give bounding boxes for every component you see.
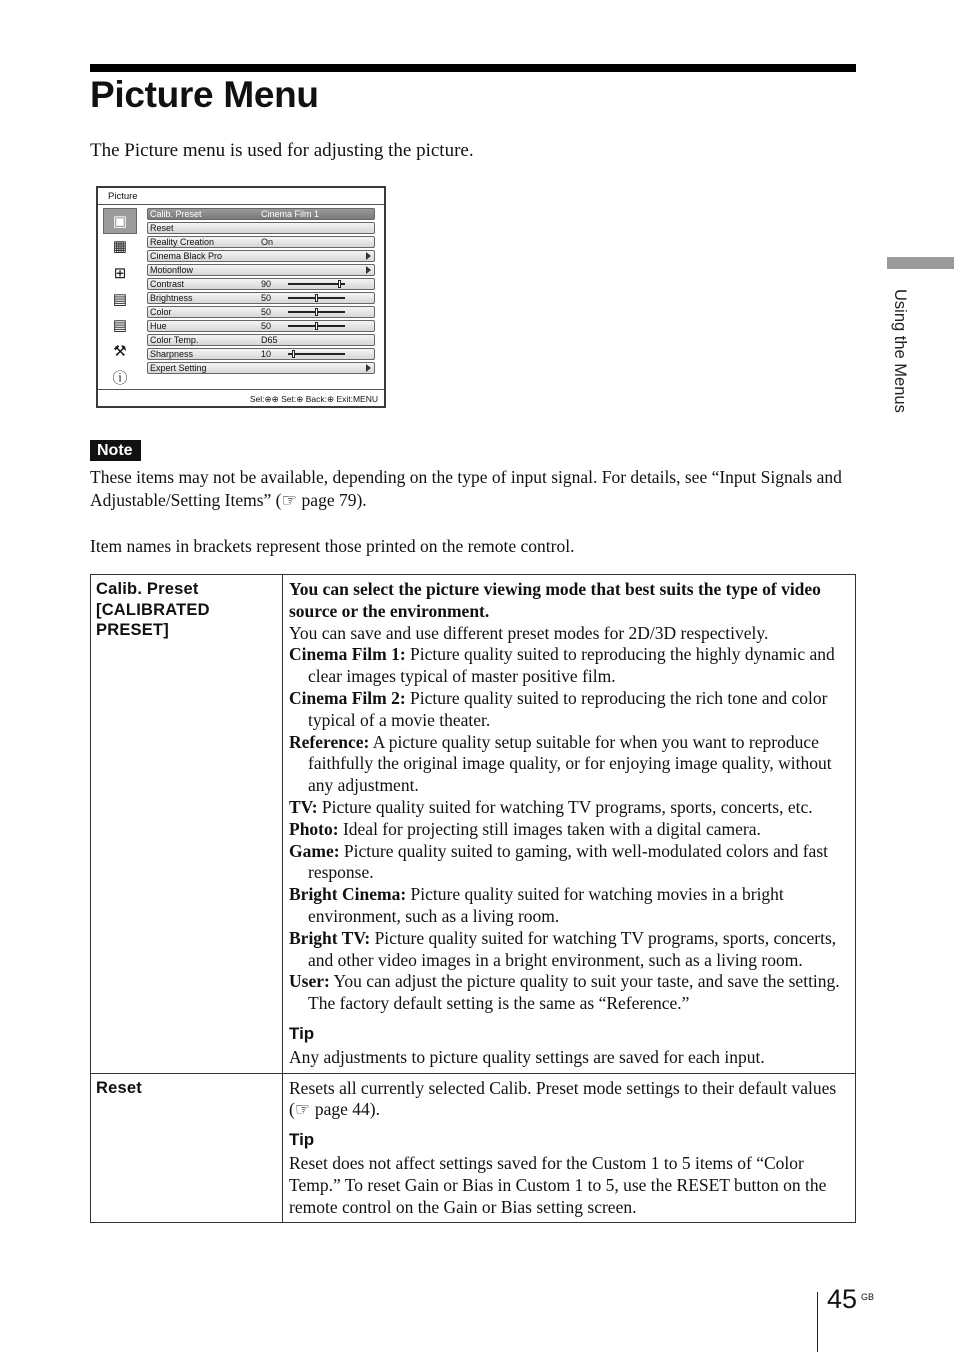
osd-menu-row	[147, 264, 375, 276]
description-sub: You can save and use different preset modes for 2D/3D respectively.	[289, 622, 769, 643]
osd-slider-track	[288, 283, 345, 285]
osd-row-value: 50	[261, 321, 272, 331]
osd-row-value: 50	[261, 307, 272, 317]
osd-divider	[98, 389, 384, 390]
osd-menu-row	[147, 334, 375, 346]
osd-row-value: D65	[261, 335, 278, 345]
mode-text: You can adjust the picture quality to suit your taste, and save the setting. The factory default setting is the same as “Reference.”	[308, 971, 840, 1014]
mode-item	[289, 797, 849, 819]
mode-item	[289, 928, 849, 972]
picture-menu-screenshot	[96, 186, 386, 408]
osd-menu-row	[147, 320, 375, 332]
note-text: These items may not be available, depending on the type of input signal. For details, see “Input Signals and Adjustable/Setting Items” (☞ page 79).	[90, 467, 842, 510]
remote-name: [CALIBRATED PRESET]	[96, 600, 210, 639]
section-tab	[887, 257, 954, 269]
page-title: Picture Menu	[90, 74, 319, 115]
mode-list	[289, 644, 849, 1015]
osd-menu-row	[147, 222, 375, 234]
mode-item	[289, 819, 849, 841]
mode-item	[289, 841, 849, 885]
mode-term: Cinema Film 2:	[289, 687, 406, 708]
osd-title: Picture	[108, 191, 138, 202]
mode-text: Picture quality suited to reproducing the highly dynamic and clear images typical of master positive film.	[308, 644, 835, 687]
settings-table	[90, 574, 856, 1223]
osd-menu-row	[147, 208, 375, 220]
item-name: Reset	[96, 1078, 142, 1097]
chevron-right-icon	[366, 266, 371, 274]
osd-row-value: Cinema Film 1	[261, 209, 320, 219]
osd-row-label: Color	[150, 307, 172, 317]
function-icon: ▤	[112, 317, 128, 335]
mode-item	[289, 971, 849, 1015]
item-name-cell	[91, 1073, 283, 1223]
osd-menu-row	[147, 348, 375, 360]
osd-menu-row	[147, 362, 375, 374]
osd-row-label: Motionflow	[150, 265, 194, 275]
mode-text: Picture quality suited for watching TV programs, sports, concerts, and other video images in a bright environment, such as a living room.	[308, 927, 837, 970]
mode-term: Photo:	[289, 818, 339, 839]
installation-icon: ⚒	[113, 343, 127, 361]
mode-term: Cinema Film 1:	[289, 644, 406, 665]
mode-term: Reference:	[289, 731, 370, 752]
section-label: Using the Menus	[891, 289, 909, 413]
osd-menu-row	[147, 236, 375, 248]
table-row	[91, 1073, 856, 1223]
mode-text: Ideal for projecting still images taken with a digital camera.	[342, 818, 761, 839]
item-description-cell	[283, 575, 856, 1074]
osd-row-value: 10	[261, 349, 272, 359]
osd-menu-row	[147, 278, 375, 290]
osd-slider-knob	[315, 308, 318, 316]
item-name: Calib. Preset	[96, 580, 199, 598]
intro-text: The Picture menu is used for adjusting the picture.	[90, 140, 474, 161]
screen-icon: ⊞	[113, 264, 127, 282]
mode-item	[289, 732, 849, 797]
osd-slider-knob	[338, 280, 341, 288]
tip-heading: Tip	[289, 1023, 315, 1043]
osd-row-value: 90	[261, 279, 272, 289]
osd-slider-knob	[292, 350, 295, 358]
tip-text: Any adjustments to picture quality settings are saved for each input.	[289, 1046, 765, 1067]
page-number: 45	[827, 1284, 858, 1314]
osd-row-label: Hue	[150, 321, 167, 331]
title-rule	[90, 64, 856, 72]
mode-item	[289, 688, 849, 732]
mode-term: TV:	[289, 796, 318, 817]
item-description-cell	[283, 1073, 856, 1223]
osd-row-value: 50	[261, 293, 272, 303]
table-row	[91, 575, 856, 1074]
mode-item	[289, 644, 849, 688]
osd-row-label: Reset	[150, 223, 174, 233]
chevron-right-icon	[366, 252, 371, 260]
note-badge: Note	[90, 440, 141, 461]
osd-row-label: Reality Creation	[150, 237, 215, 247]
mode-term: Bright Cinema:	[289, 884, 407, 905]
osd-slider-knob	[315, 294, 318, 302]
osd-row-label: Cinema Black Pro	[150, 251, 223, 261]
picture-settings-icon: ▦	[112, 238, 128, 256]
picture-icon: ▣	[103, 208, 137, 234]
chevron-right-icon	[366, 364, 371, 372]
osd-row-label: Calib. Preset	[150, 209, 202, 219]
brackets-note: Item names in brackets represent those printed on the remote control.	[90, 536, 575, 556]
osd-menu-row	[147, 250, 375, 262]
mode-term: Bright TV:	[289, 927, 371, 948]
osd-row-label: Expert Setting	[150, 363, 207, 373]
page-number-rule	[817, 1292, 818, 1352]
mode-term: User:	[289, 971, 330, 992]
osd-row-label: Sharpness	[150, 349, 194, 359]
osd-menu-row	[147, 292, 375, 304]
page-region: GB	[861, 1292, 875, 1302]
mode-text: Picture quality suited for watching TV programs, sports, concerts, etc.	[321, 796, 813, 817]
mode-text: Picture quality suited to reproducing the rich tone and color typical of a movie theater.	[308, 687, 828, 730]
tip-heading: Tip	[289, 1130, 315, 1150]
mode-item	[289, 884, 849, 928]
osd-row-label: Brightness	[150, 293, 193, 303]
osd-menu-row	[147, 306, 375, 318]
item-name-cell	[91, 575, 283, 1074]
osd-row-label: Color Temp.	[150, 335, 199, 345]
information-icon: ⓘ	[112, 369, 128, 387]
osd-row-value: On	[261, 237, 274, 247]
mode-text: A picture quality setup suitable for when you want to reproduce faithfully the original image quality, or for enjoying image quality, without any adjustment.	[308, 731, 832, 796]
setup-icon: ▤	[112, 290, 128, 308]
tip-text: Reset does not affect settings saved for the Custom 1 to 5 items of “Color Temp.” To reset Gain or Bias in Custom 1 to 5, use the RESET button on the remote control on the Gain or Bias setting screen.	[289, 1152, 827, 1217]
osd-slider-knob	[315, 322, 318, 330]
mode-term: Game:	[289, 840, 340, 861]
osd-icon-column	[102, 208, 138, 392]
osd-footer: Sel:⊕⊕ Set:⊕ Back:⊕ Exit:MENU	[249, 394, 378, 404]
osd-divider	[98, 204, 384, 205]
description-lead: You can select the picture viewing mode that best suits the type of video source or the environment.	[289, 579, 821, 621]
osd-row-label: Contrast	[150, 279, 185, 289]
osd-menu-list	[147, 208, 375, 376]
osd-slider-track	[288, 353, 345, 355]
description-text: Resets all currently selected Calib. Preset mode settings to their default values (☞ page 44).	[289, 1077, 837, 1120]
mode-text: Picture quality suited to gaming, with well-modulated colors and fast response.	[308, 840, 828, 883]
mode-text: Picture quality suited for watching movies in a bright environment, such as a living room.	[308, 884, 784, 926]
